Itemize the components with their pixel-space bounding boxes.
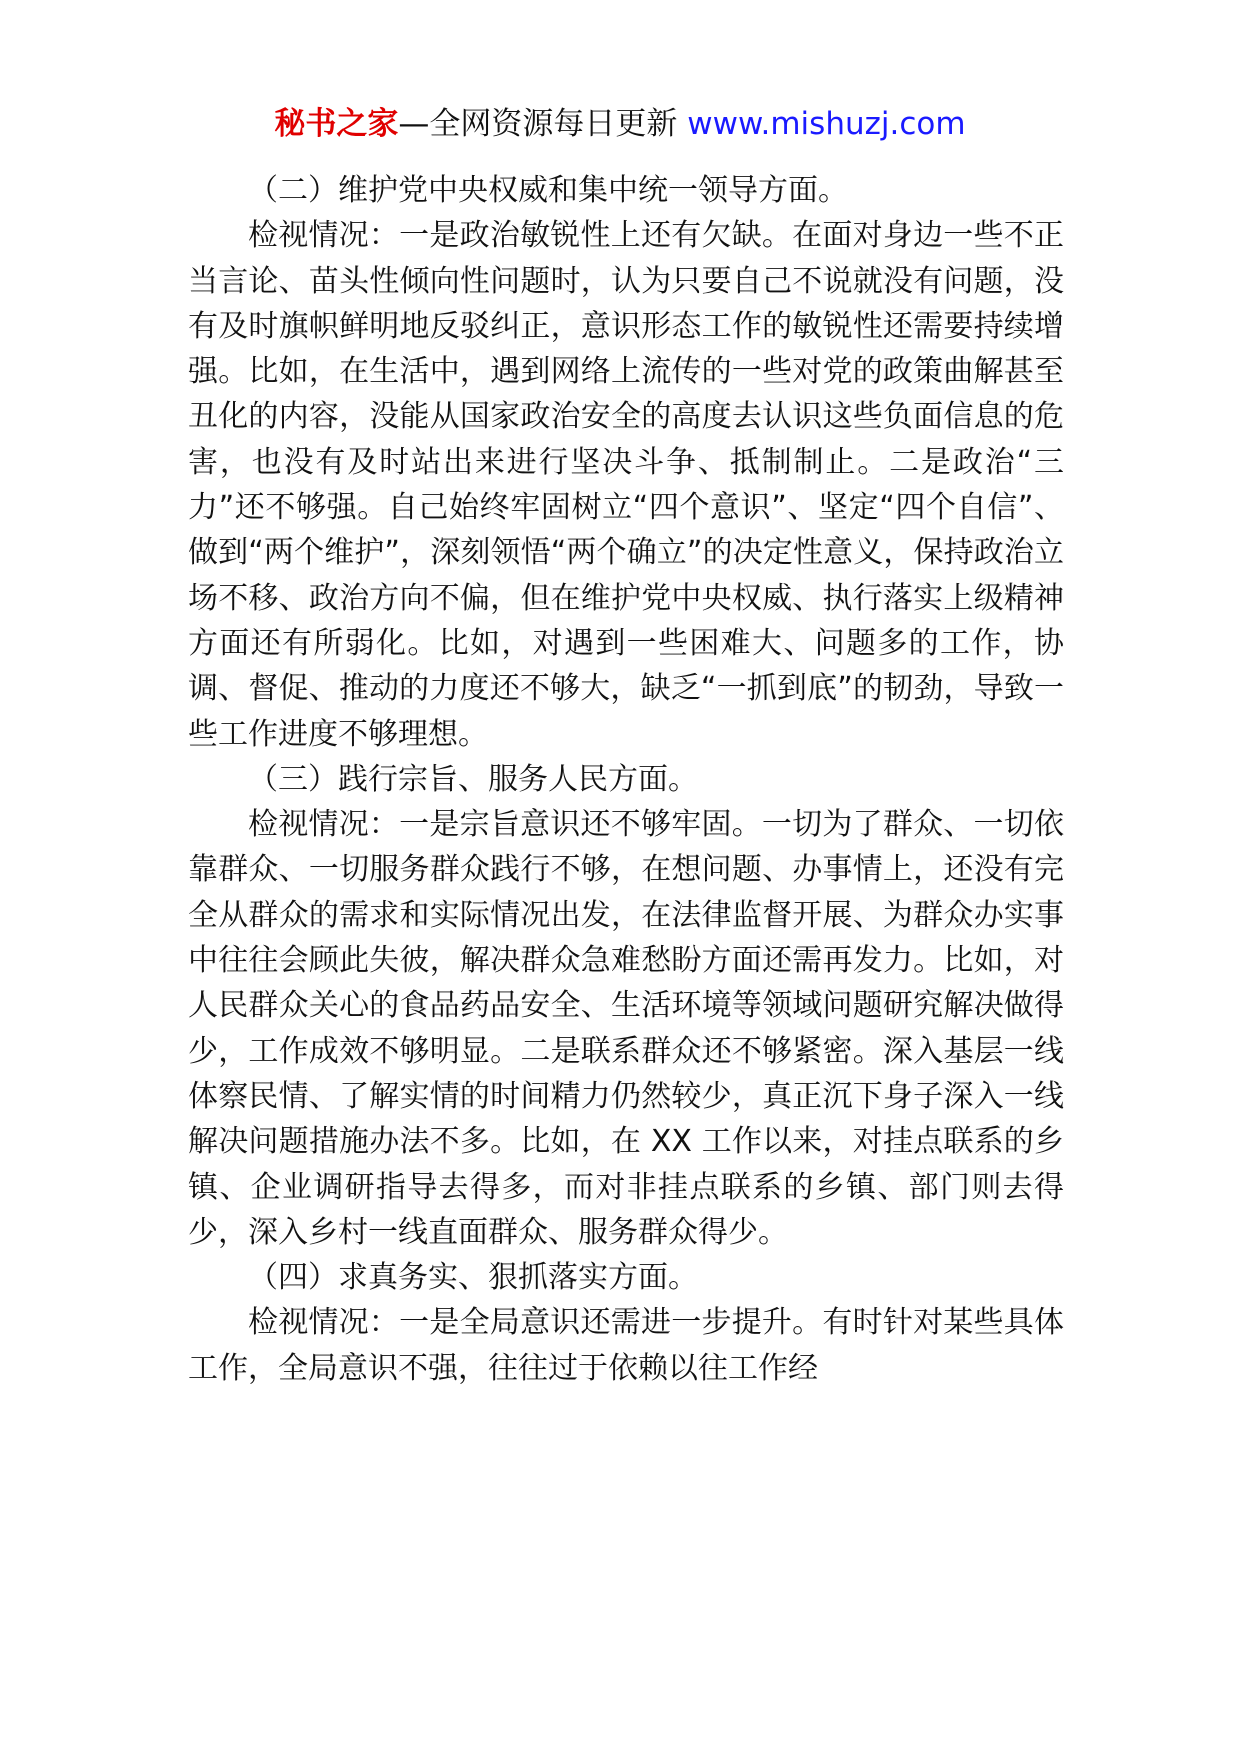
section-2-paragraph: 检视情况：一是政治敏锐性上还有欠缺。在面对身边一些不正当言论、苗头性倾向性问题时，认为只要自己不说就没有问题，没有及时旗帜鲜明地反驳纠正，意识形态工作的敏锐性还需要持续增强。比如，在生活中，遇到网络上流传的一些对党的政策曲解甚至丑化的内容，没能从国家政治安全的高度去认识这些负面信息的危害，也没有及时站出来进行坚决斗争、抵制制止。二是政治“三力”还不够强。自己始终牢固树立“四个意识”、坚定“四个自信”、做到“两个维护”，深刻领悟“两个确立”的决定性意义，保持政治立场不移、政治方向不偏，但在维护党中央权威、执行落实上级精神方面还有所弱化。比如，对遇到一些困难大、问题多的工作，协调、督促、推动的力度还不够大，缺乏“一抓到底”的韧劲，导致一些工作进度不够理想。 <box>188 218 1064 752</box>
section-3-paragraph: 检视情况：一是宗旨意识还不够牢固。一切为了群众、一切依靠群众、一切服务群众践行不够，在想问题、办事情上，还没有完全从群众的需求和实际情况出发，在法律监督开展、为群众办实事中往往会顾此失彼，解决群众急难愁盼方面还需再发力。比如，对人民群众关心的食品药品安全、生活环境等领域问题研究解决做得少，工作成效不够明显。二是联系群众还不够紧密。深入基层一线体察民情、了解实情的时间精力仍然较少，真正沉下身子深入一线解决问题措施办法不多。比如，在 XX 工作以来，对挂点联系的乡镇、企业调研指导去得多，而对非挂点联系的乡镇、部门则去得少，深入乡村一线直面群众、服务群众得少。 <box>188 807 1064 1250</box>
site-url-link[interactable]: www.mishuzj.com <box>687 106 966 142</box>
section-heading-2: （二）维护党中央权威和集中统一领导方面。 <box>248 173 848 208</box>
section-heading-3: （三）践行宗旨、服务人民方面。 <box>248 761 698 797</box>
section-heading-4: （四）求真务实、狠抓落实方面。 <box>248 1260 698 1296</box>
brand-name: 秘书之家 <box>274 106 399 142</box>
document-body <box>188 168 1064 1391</box>
section-4-paragraph: 检视情况：一是全局意识还需进一步提升。有时针对某些具体工作，全局意识不强，往往过于依赖以往工作经 <box>188 1305 1064 1386</box>
header-tagline: —全网资源每日更新 <box>398 106 678 142</box>
site-header <box>0 104 1240 144</box>
